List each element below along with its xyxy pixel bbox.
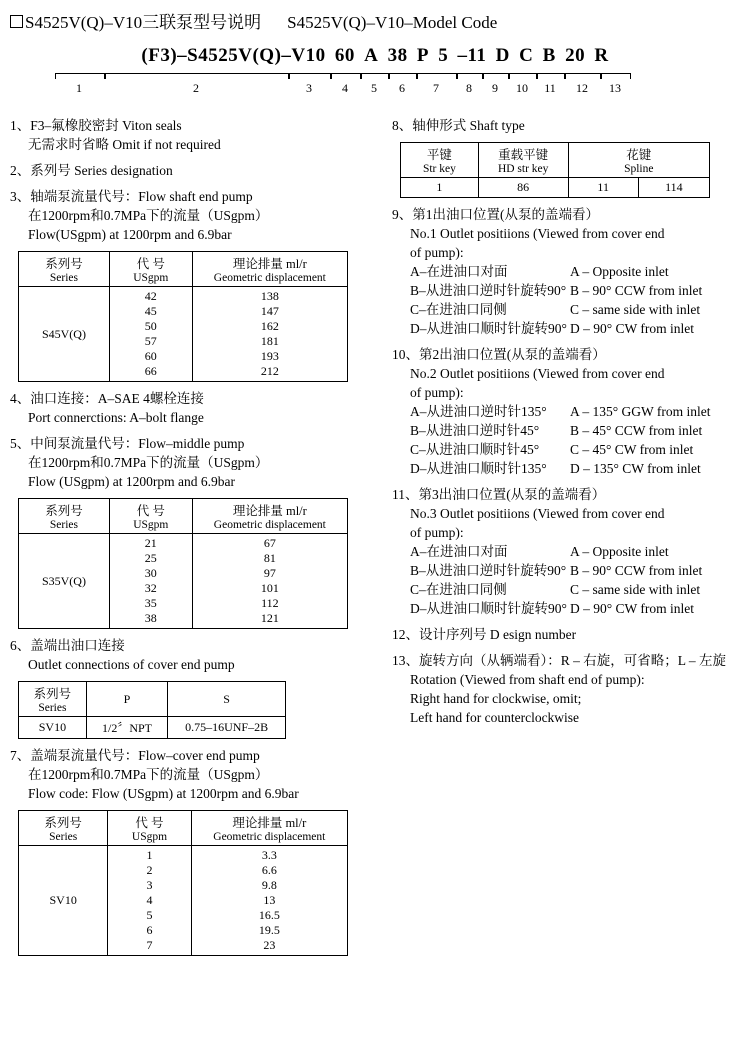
table-row [401, 178, 710, 198]
header-str-key [401, 143, 479, 178]
displacement-value: 212 [260, 364, 279, 378]
spec-item-5-line2: 在1200rpm和0.7MPa下的流量（USgpm） [28, 455, 269, 470]
spec-item-7-line3: Flow code: Flow (USgpm) at 1200rpm and 6.9bar [28, 786, 299, 801]
ruler-seg-9 [483, 73, 509, 79]
cell-series-name: S35V(Q) [19, 534, 110, 629]
header-code-en: USgpm [131, 831, 168, 843]
spec-item-11-line1: 11、第3出油口位置(从泵的盖端看） [392, 487, 606, 502]
outlet-option-row [392, 300, 750, 319]
spec-item-8-line1: 8、轴伸形式 Shaft type [392, 118, 525, 133]
spec-item-11-line2: No.3 Outlet positiions (Viewed from cover end [410, 506, 665, 521]
outlet-option-en: C – 45° CW from inlet [570, 442, 694, 457]
header-series-cn: 系列号 [33, 687, 72, 701]
table-row [19, 534, 348, 629]
model-code-line [0, 45, 750, 67]
spec-item-5 [10, 434, 372, 491]
code-part-7: D [495, 45, 510, 66]
cell-p-value: 1/2〞NPT [86, 717, 167, 739]
displacement-value: 112 [261, 596, 279, 610]
spec-item-2 [10, 161, 372, 180]
header-series-en: Series [49, 272, 78, 284]
ruler-num-5: 5 [371, 81, 377, 95]
outlet-option-en: D – 90° CW from inlet [570, 321, 695, 336]
outlet-option-cn: B–从进油口逆时针旋转90° [410, 283, 567, 298]
header-code-en: USgpm [133, 272, 169, 284]
header-code-cn: 代 号 [136, 504, 165, 518]
outlet-option-cn: C–在进油口同侧 [410, 582, 507, 597]
title-chinese: S4525V(Q)–V10三联泵型号说明 [25, 13, 262, 32]
outlet-option-en: A – Opposite inlet [570, 264, 669, 279]
code-part-8: C [519, 45, 534, 66]
table-header-row [19, 499, 348, 534]
cell-code-list [108, 846, 191, 956]
ruler-num-3: 3 [306, 81, 312, 95]
header-spline-cn: 花键 [626, 148, 652, 162]
cell-spline-code-2: 114 [638, 178, 709, 198]
ruler-num-13: 13 [609, 81, 621, 95]
spec-item-9-line3: of pump): [410, 245, 464, 260]
cell-code-list [109, 534, 192, 629]
displacement-value: 6.6 [261, 863, 277, 877]
outlet-option-row [392, 599, 750, 618]
ruler-num-7: 7 [433, 81, 439, 95]
cell-str-key-code: 1 [401, 178, 479, 198]
code-value: 60 [144, 349, 157, 363]
code-value: 38 [144, 611, 157, 625]
spec-item-13-line3: Right hand for clockwise, omit; [410, 691, 582, 706]
outlet-option-cn: D–从进油口顺时针旋转90° [410, 601, 567, 616]
ruler-seg-7 [417, 73, 457, 79]
page-title [0, 0, 750, 33]
outlet-option-row [392, 440, 750, 459]
spec-item-5-line3: Flow (USgpm) at 1200rpm and 6.9bar [28, 474, 235, 489]
ruler-num-11: 11 [544, 81, 556, 95]
code-ruler [55, 73, 720, 99]
displacement-value: 13 [263, 893, 276, 907]
outlet-option-cn: B–从进油口逆时针旋转90° [410, 563, 567, 578]
ruler-seg-3 [289, 73, 331, 79]
spec-item-1 [10, 116, 372, 154]
header-hd-str-key [478, 143, 568, 178]
spec-item-1-line1: 1、F3–氟橡胶密封 Viton seals [10, 118, 182, 133]
code-part-6: –11 [457, 45, 487, 66]
code-value: 21 [144, 536, 157, 550]
code-part-9: B [542, 45, 556, 66]
spec-item-13-line1: 13、旋转方向（从辆端看）：R – 右旋，可省略；L – 左旋 [392, 653, 726, 668]
header-str-key-cn: 平键 [426, 148, 452, 162]
ruler-seg-10 [509, 73, 537, 79]
displacement-value: 16.5 [258, 908, 280, 922]
spec-item-3-line2: 在1200rpm和0.7MPa下的流量（USgpm） [28, 208, 269, 223]
left-column [0, 109, 372, 958]
spec-item-6 [10, 636, 372, 674]
outlet-option-row [392, 561, 750, 580]
displacement-value: 138 [260, 289, 279, 303]
spec-item-7 [10, 746, 372, 803]
outlet-option-row [392, 580, 750, 599]
header-series-cn: 系列号 [44, 816, 82, 830]
code-value: 3 [146, 878, 153, 892]
header-series-cn: 系列号 [45, 257, 83, 271]
outlet-option-en: D – 135° CW from inlet [570, 461, 701, 476]
outlet-connection-table [18, 681, 286, 739]
ruler-num-4: 4 [342, 81, 348, 95]
header-displacement-en: Geometric displacement [213, 519, 326, 531]
displacement-value: 19.5 [258, 923, 280, 937]
spec-item-5-line1: 5、中间泵流量代号：Flow–middle pump [10, 436, 245, 451]
code-value: 6 [146, 923, 153, 937]
ruler-seg-13 [601, 73, 631, 79]
code-part-11: R [594, 45, 609, 66]
spec-item-13-line2: Rotation (Viewed from shaft end of pump): [410, 672, 645, 687]
ruler-seg-1 [55, 73, 105, 79]
header-series [19, 499, 110, 534]
cell-series-name: SV10 [19, 717, 87, 739]
spec-item-2-line1: 2、系列号 Series designation [10, 163, 173, 178]
outlet-option-cn: A–在进油口对面 [410, 264, 508, 279]
outlet-option-en: B – 90° CCW from inlet [570, 563, 703, 578]
code-value: 35 [144, 596, 157, 610]
outlet-option-row [392, 459, 750, 478]
spec-item-7-line2: 在1200rpm和0.7MPa下的流量（USgpm） [28, 767, 269, 782]
right-column [372, 109, 750, 958]
outlet-option-cn: A–在进油口对面 [410, 544, 508, 559]
ruler-seg-6 [389, 73, 417, 79]
displacement-value: 9.8 [261, 878, 277, 892]
header-hd-str-key-cn: 重载平键 [498, 148, 549, 162]
header-displacement-cn: 理论排量 ml/r [232, 816, 307, 830]
outlet-option-row [392, 421, 750, 440]
displacement-value: 121 [260, 611, 279, 625]
outlet-option-cn: C–从进油口顺时针45° [410, 442, 540, 457]
code-value: 50 [144, 319, 157, 333]
spec-item-3-line3: Flow(USgpm) at 1200rpm and 6.9bar [28, 227, 232, 242]
outlet-option-row [392, 319, 750, 338]
spec-item-10 [392, 345, 750, 478]
ruler-num-10: 10 [516, 81, 528, 95]
cell-hd-str-key-code: 86 [478, 178, 568, 198]
code-value: 57 [144, 334, 157, 348]
code-value: 2 [146, 863, 153, 877]
header-displacement [192, 499, 347, 534]
header-code-cn: 代 号 [135, 816, 164, 830]
spec-item-11 [392, 485, 750, 618]
header-code-en: USgpm [133, 519, 169, 531]
outlet-option-row [392, 542, 750, 561]
spec-item-13 [392, 651, 750, 727]
flow-table-shaft-end [18, 251, 348, 382]
outlet-option-cn: A–从进油口逆时针135° [410, 404, 547, 419]
spec-item-8 [392, 116, 750, 135]
spec-item-12-line1: 12、设计序列号 D esign number [392, 627, 577, 642]
ruler-seg-2 [105, 73, 289, 79]
displacement-value: 147 [260, 304, 279, 318]
displacement-value: 3.3 [261, 848, 277, 862]
outlet-option-row [392, 281, 750, 300]
header-str-key-en: Str key [422, 163, 456, 175]
displacement-value: 162 [260, 319, 279, 333]
ruler-num-6: 6 [399, 81, 405, 95]
header-displacement-en: Geometric displacement [213, 272, 326, 284]
displacement-value: 67 [263, 536, 276, 550]
spec-item-10-line3: of pump): [410, 385, 464, 400]
outlet-option-en: C – same side with inlet [570, 582, 701, 597]
spec-item-9 [392, 205, 750, 338]
displacement-value: 101 [260, 581, 279, 595]
header-series-en: Series [49, 831, 78, 843]
table-header-row [401, 143, 710, 178]
ruler-num-1: 1 [76, 81, 82, 95]
header-series-en: Series [38, 702, 67, 714]
code-part-1: 60 [334, 45, 355, 66]
displacement-value: 193 [260, 349, 279, 363]
cell-series-name: SV10 [19, 846, 108, 956]
spec-item-9-line1: 9、第1出油口位置(从泵的盖端看） [392, 207, 599, 222]
header-displacement-en: Geometric displacement [213, 831, 326, 843]
outlet-option-en: A – 135° GGW from inlet [570, 404, 711, 419]
displacement-value: 181 [260, 334, 279, 348]
spec-item-9-line2: No.1 Outlet positiions (Viewed from cover end [410, 226, 665, 241]
spec-item-7-line1: 7、盖端泵流量代号：Flow–cover end pump [10, 748, 260, 763]
outlet-option-en: A – Opposite inlet [570, 544, 669, 559]
code-part-0: (F3)–S4525V(Q)–V10 [141, 45, 326, 66]
header-displacement-cn: 理论排量 ml/r [232, 257, 307, 271]
table-row [19, 287, 348, 382]
spec-item-13-line4: Left hand for counterclockwise [410, 710, 580, 725]
ruler-seg-8 [457, 73, 483, 79]
spec-item-12 [392, 625, 750, 644]
table-row [19, 846, 348, 956]
ruler-seg-11 [537, 73, 565, 79]
cell-displacement-list [192, 534, 347, 629]
displacement-value: 23 [263, 938, 276, 952]
cell-s-value: 0.75–16UNF–2B [168, 717, 286, 739]
header-series [19, 252, 110, 287]
cell-displacement-list [192, 287, 347, 382]
header-s: S [168, 682, 286, 717]
outlet-option-en: B – 45° CCW from inlet [570, 423, 703, 438]
outlet-option-en: D – 90° CW from inlet [570, 601, 695, 616]
outlet-option-row [392, 262, 750, 281]
outlet-option-cn: C–在进油口同侧 [410, 302, 507, 317]
code-value: 45 [144, 304, 157, 318]
ruler-seg-12 [565, 73, 601, 79]
displacement-value: 97 [263, 566, 276, 580]
spec-item-1-line2: 无需求时省略 Omit if not required [28, 137, 221, 152]
code-value: 66 [144, 364, 157, 378]
code-value: 4 [146, 893, 153, 907]
spec-item-3 [10, 187, 372, 244]
outlet-option-en: C – same side with inlet [570, 302, 701, 317]
code-value: 32 [144, 581, 157, 595]
outlet-option-row [392, 402, 750, 421]
spec-item-6-line2: Outlet connections of cover end pump [28, 657, 235, 672]
cell-series-name: S45V(Q) [19, 287, 110, 382]
ruler-num-8: 8 [466, 81, 472, 95]
code-value: 30 [144, 566, 157, 580]
header-displacement-cn: 理论排量 ml/r [232, 504, 307, 518]
cell-displacement-list [191, 846, 347, 956]
table-row [19, 717, 286, 739]
code-part-5: 5 [438, 45, 449, 66]
table-header-row [19, 252, 348, 287]
header-code [108, 811, 191, 846]
title-english: S4525V(Q)–V10–Model Code [287, 13, 498, 32]
spec-item-6-line1: 6、盖端出油口连接 [10, 638, 125, 653]
spec-item-4-line1: 4、油口连接：A–SAE 4螺栓连接 [10, 391, 204, 406]
content-columns [0, 109, 750, 958]
code-part-4: P [416, 45, 429, 66]
outlet-option-cn: D–从进油口顺时针135° [410, 461, 547, 476]
ruler-seg-5 [361, 73, 389, 79]
cell-code-list [109, 287, 192, 382]
spec-item-3-line1: 3、轴端泵流量代号：Flow shaft end pump [10, 189, 253, 204]
cell-spline-code-1: 11 [568, 178, 638, 198]
code-value: 1 [146, 848, 153, 862]
flow-table-cover-end [18, 810, 348, 956]
ruler-num-12: 12 [576, 81, 588, 95]
header-code [109, 252, 192, 287]
header-series-en: Series [49, 519, 78, 531]
outlet-option-en: B – 90° CCW from inlet [570, 283, 703, 298]
header-series-cn: 系列号 [45, 504, 83, 518]
header-code [109, 499, 192, 534]
table-header-row [19, 682, 286, 717]
outlet-option-cn: B–从进油口逆时针45° [410, 423, 540, 438]
ruler-num-9: 9 [492, 81, 498, 95]
code-value: 42 [144, 289, 157, 303]
header-series [19, 811, 108, 846]
code-value: 25 [144, 551, 157, 565]
code-part-2: A [364, 45, 379, 66]
code-part-3: 38 [387, 45, 408, 66]
ruler-seg-4 [331, 73, 361, 79]
table-header-row [19, 811, 348, 846]
header-spline [568, 143, 709, 178]
spec-item-10-line1: 10、第2出油口位置(从泵的盖端看） [392, 347, 606, 362]
header-spline-en: Spline [624, 163, 654, 175]
header-displacement [192, 252, 347, 287]
spec-item-4 [10, 389, 372, 427]
checkbox-icon [10, 15, 23, 28]
code-value: 7 [146, 938, 153, 952]
spec-item-11-line3: of pump): [410, 525, 464, 540]
header-series [19, 682, 87, 717]
code-part-10: 20 [565, 45, 586, 66]
spec-item-4-line2: Port connerctions: A–bolt flange [28, 410, 204, 425]
header-displacement [191, 811, 347, 846]
header-code-cn: 代 号 [136, 257, 165, 271]
spec-item-10-line2: No.2 Outlet positiions (Viewed from cover end [410, 366, 665, 381]
header-hd-str-key-en: HD str key [497, 163, 549, 175]
outlet-option-cn: D–从进油口顺时针旋转90° [410, 321, 567, 336]
ruler-num-2: 2 [193, 81, 199, 95]
code-value: 5 [146, 908, 153, 922]
displacement-value: 81 [263, 551, 276, 565]
header-p: P [86, 682, 167, 717]
shaft-type-table [400, 142, 710, 198]
flow-table-middle-pump [18, 498, 348, 629]
